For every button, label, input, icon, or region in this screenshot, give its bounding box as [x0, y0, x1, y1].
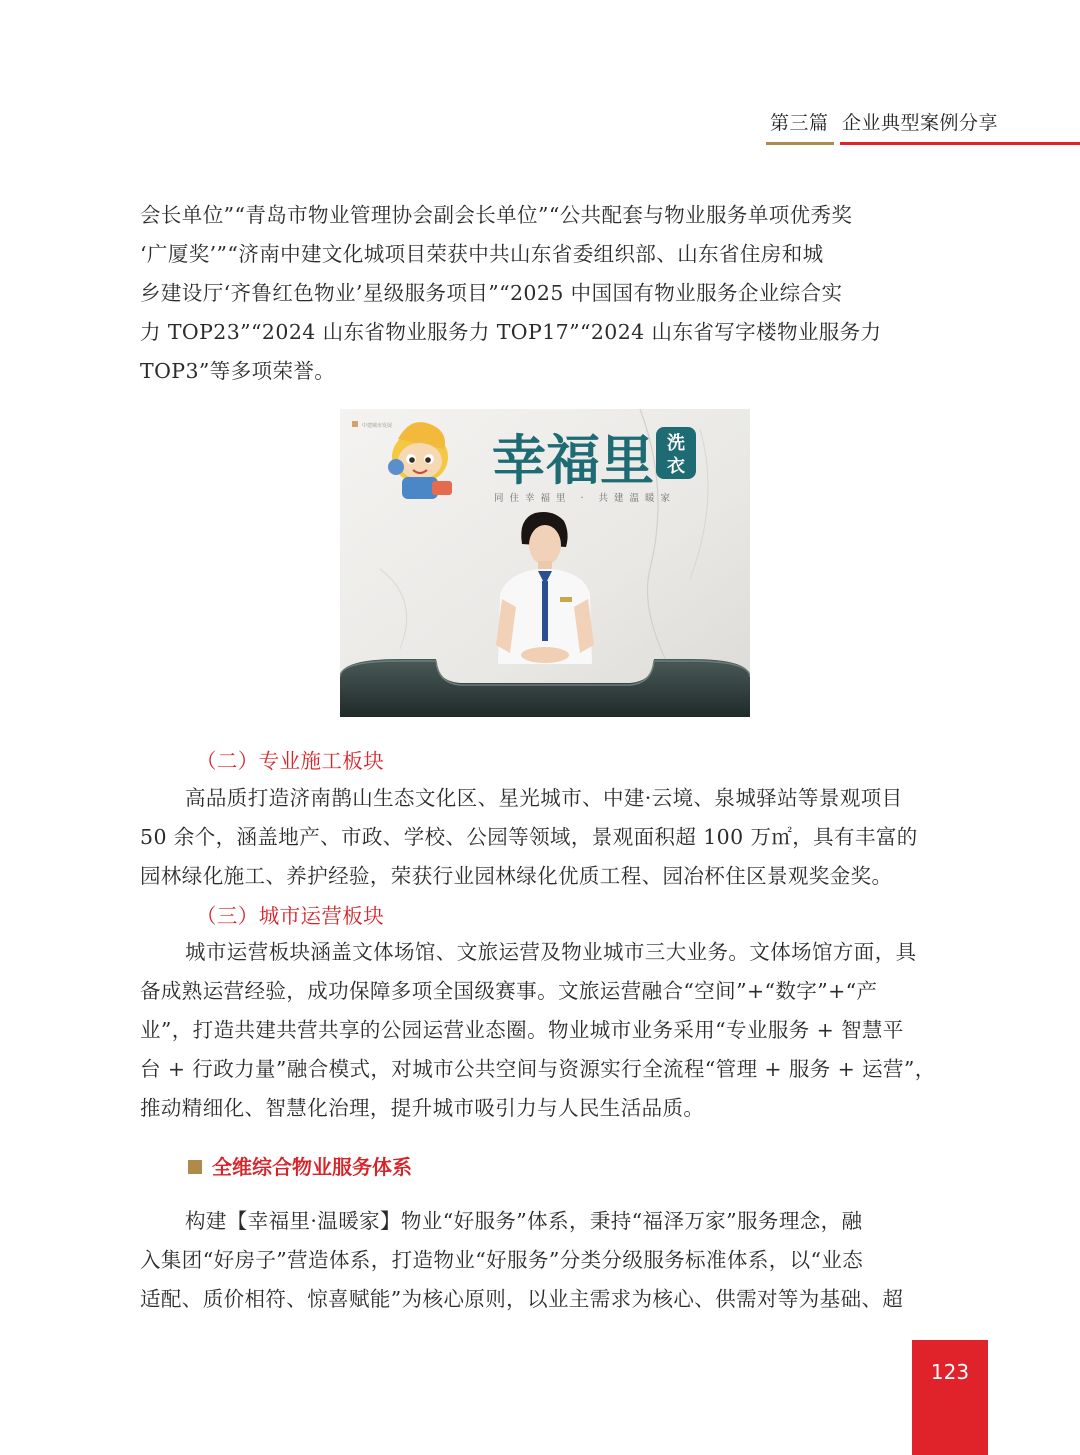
text-line: 备成熟运营经验，成功保障多项全国级赛事。文旅运营融合“空间”+“数字”+“产 — [140, 979, 878, 1003]
intro-paragraph — [140, 196, 952, 391]
text-line: 入集团“好房子”营造体系，打造物业“好服务”分类分级服务标准体系，以“业态 — [140, 1248, 864, 1272]
brand-badge-top: 洗 — [667, 433, 685, 454]
reception-photo — [340, 409, 750, 717]
text-line: 适配、质价相符、惊喜赋能”为核心原则，以业主需求为核心、供需对等为基础、超 — [140, 1287, 904, 1311]
text-line: TOP3”等多项荣誉。 — [140, 359, 336, 383]
header-rule-red — [840, 142, 1080, 145]
city-ops-heading: （三）城市运营板块 — [196, 904, 385, 928]
service-system-heading-text: 全维综合物业服务体系 — [212, 1155, 412, 1179]
service-system-heading — [188, 1151, 412, 1180]
text-line: 高品质打造济南鹊山生态文化区、星光城市、中建·云境、泉城驿站等景观项目 — [185, 786, 903, 810]
page-number-tab — [912, 1340, 988, 1455]
text-line: 乡建设厅‘齐鲁红色物业’星级服务项目”“2025 中国国有物业服务企业综合实 — [140, 281, 843, 305]
corner-logo-icon — [352, 421, 358, 427]
brand-slogan: 同住幸福里 · 共建温暖家 — [494, 493, 677, 504]
section-label: 第三篇 — [770, 112, 829, 134]
text-line: 台 + 行政力量”融合模式，对城市公共空间与资源实行全流程“管理 + 服务 + 运营”， — [140, 1057, 936, 1081]
page-header — [0, 106, 1080, 146]
text-line: 会长单位”“青岛市物业管理协会副会长单位”“公共配套与物业服务单项优秀奖 — [140, 203, 853, 227]
chapter-label: 企业典型案例分享 — [842, 112, 999, 134]
header-rule-gold — [766, 142, 834, 145]
text-line: ‘广厦奖’”“济南中建文化城项目荣获中共山东省委组织部、山东省住房和城 — [140, 242, 824, 266]
text-line: 城市运营板块涵盖文体场馆、文旅运营及物业城市三大业务。文体场馆方面，具 — [185, 940, 917, 964]
square-bullet-icon — [188, 1160, 202, 1174]
text-line: 推动精细化、智慧化治理，提升城市吸引力与人民生活品质。 — [140, 1096, 705, 1120]
text-line: 力 TOP23”“2024 山东省物业服务力 TOP17”“2024 山东省写字楼物业服务力 — [140, 320, 882, 344]
text-line: 园林绿化施工、养护经验，荣获行业园林绿化优质工程、园冶杯住区景观奖金奖。 — [140, 864, 893, 888]
page-number: 123 — [930, 1360, 970, 1384]
construction-heading: （二）专业施工板块 — [196, 749, 385, 773]
brand-name: 幸福里 — [492, 429, 654, 492]
brand-badge-bottom: 衣 — [667, 456, 685, 477]
service-system-paragraph — [140, 1202, 952, 1319]
text-line: 50 余个，涵盖地产、市政、学校、公园等领域，景观面积超 100 万㎡，具有丰富的 — [140, 825, 918, 849]
construction-paragraph — [140, 779, 952, 896]
text-line: 构建【幸福里·温暖家】物业“好服务”体系，秉持“福泽万家”服务理念，融 — [185, 1209, 863, 1233]
corner-text: 中建城市发展 — [362, 423, 393, 429]
text-line: 业”，打造共建共营共享的公园运营业态圈。物业城市业务采用“专业服务 + 智慧平 — [140, 1018, 904, 1042]
city-ops-paragraph — [140, 933, 952, 1128]
